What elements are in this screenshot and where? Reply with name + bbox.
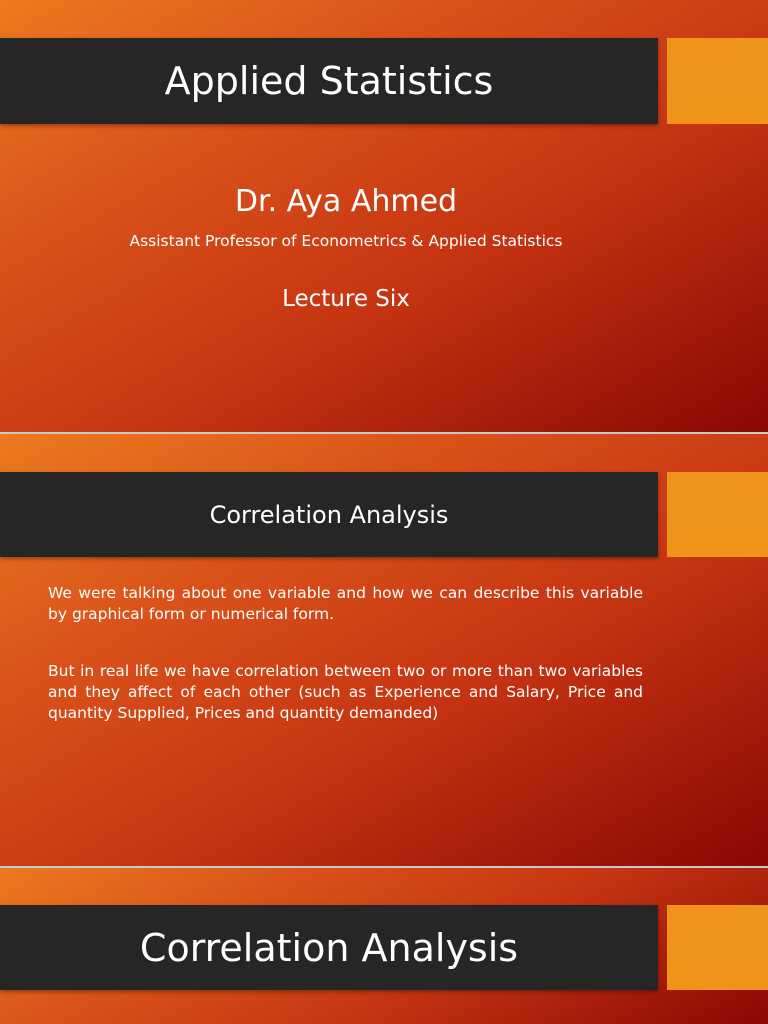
presenter-role: Assistant Professor of Econometrics & Applied Statistics xyxy=(129,232,563,250)
accent-block xyxy=(667,472,768,557)
slide-title: Correlation Analysis xyxy=(0,472,658,557)
accent-block xyxy=(667,38,768,124)
content-slide xyxy=(0,434,768,866)
title-slide xyxy=(0,0,768,432)
presenter-name: Dr. Aya Ahmed xyxy=(234,184,458,219)
accent-block xyxy=(667,905,768,990)
body-paragraph: We were talking about one variable and how we can describe this variable by graphical form or numerical form. xyxy=(48,584,643,623)
lecture-label: Lecture Six xyxy=(282,286,410,312)
section-slide xyxy=(0,868,768,1024)
slide-title: Applied Statistics xyxy=(0,38,658,124)
body-paragraph: But in real life we have correlation between two or more than two variables and they affect of each other (such as Experience and Salary, Price and quantity Supplied, Prices and quantity demanded) xyxy=(48,662,643,722)
slide-title: Correlation Analysis xyxy=(0,905,658,990)
